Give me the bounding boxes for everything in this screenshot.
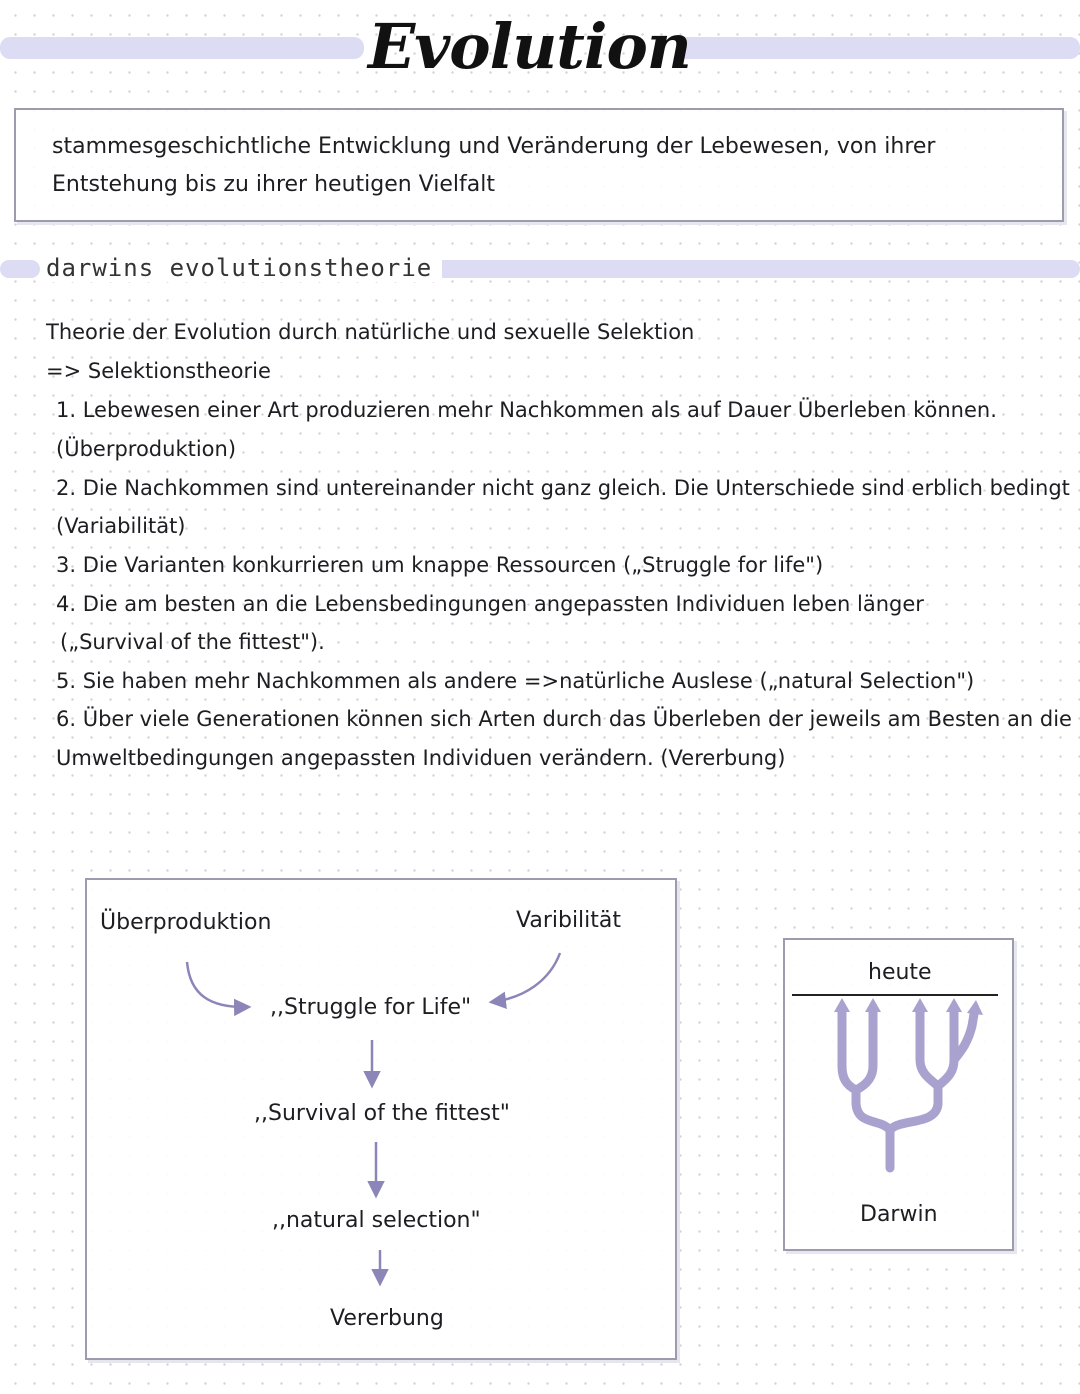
point-line: 4. Die am besten an die Lebensbedingungen angepassten Individuen leben länger bbox=[56, 592, 924, 616]
flow-step-survival: ,,Survival of the fittest" bbox=[254, 1101, 510, 1126]
point-line: 2. Die Nachkommen sind untereinander nicht ganz gleich. Die Unterschiede sind erblich bedingt bbox=[56, 476, 1070, 500]
intro-line-2: => Selektionstheorie bbox=[46, 359, 271, 383]
flow-left-input: Überproduktion bbox=[100, 910, 272, 935]
section-heading: darwins evolutionstheorie bbox=[46, 254, 442, 282]
point-line: 6. Über viele Generationen können sich Arten durch das Überleben der jeweils am Besten an die bbox=[56, 707, 1072, 731]
flow-step-selection: ,,natural selection" bbox=[272, 1208, 481, 1233]
page-title: Evolution bbox=[368, 10, 691, 83]
point-line: 3. Die Varianten konkurrieren um knappe Ressourcen („Struggle for life") bbox=[56, 553, 824, 577]
tree-bottom-label: Darwin bbox=[860, 1202, 938, 1227]
point-line: („Survival of the fittest"). bbox=[60, 630, 325, 654]
point-line: Umweltbedingungen angepassten Individuen verändern. (Vererbung) bbox=[56, 746, 786, 770]
tree-top-label: heute bbox=[868, 960, 932, 985]
point-line: 5. Sie haben mehr Nachkommen als andere =>natürliche Auslese („natural Selection") bbox=[56, 669, 975, 693]
flow-step-struggle: ,,Struggle for Life" bbox=[270, 995, 472, 1020]
point-line: (Überproduktion) bbox=[56, 437, 237, 461]
flow-right-input: Varibilität bbox=[516, 908, 622, 933]
flow-step-vererbung: Vererbung bbox=[330, 1306, 444, 1331]
point-line: 1. Lebewesen einer Art produzieren mehr Nachkommen als auf Dauer Überleben können. bbox=[56, 398, 997, 422]
point-line: (Variabilität) bbox=[56, 514, 186, 538]
intro-line-1: Theorie der Evolution durch natürliche und sexuelle Selektion bbox=[46, 320, 695, 344]
definition-text: stammesgeschichtliche Entwicklung und Veränderung der Lebewesen, von ihrer Entstehung bis zu ihrer heutigen Vielfalt bbox=[52, 134, 936, 197]
